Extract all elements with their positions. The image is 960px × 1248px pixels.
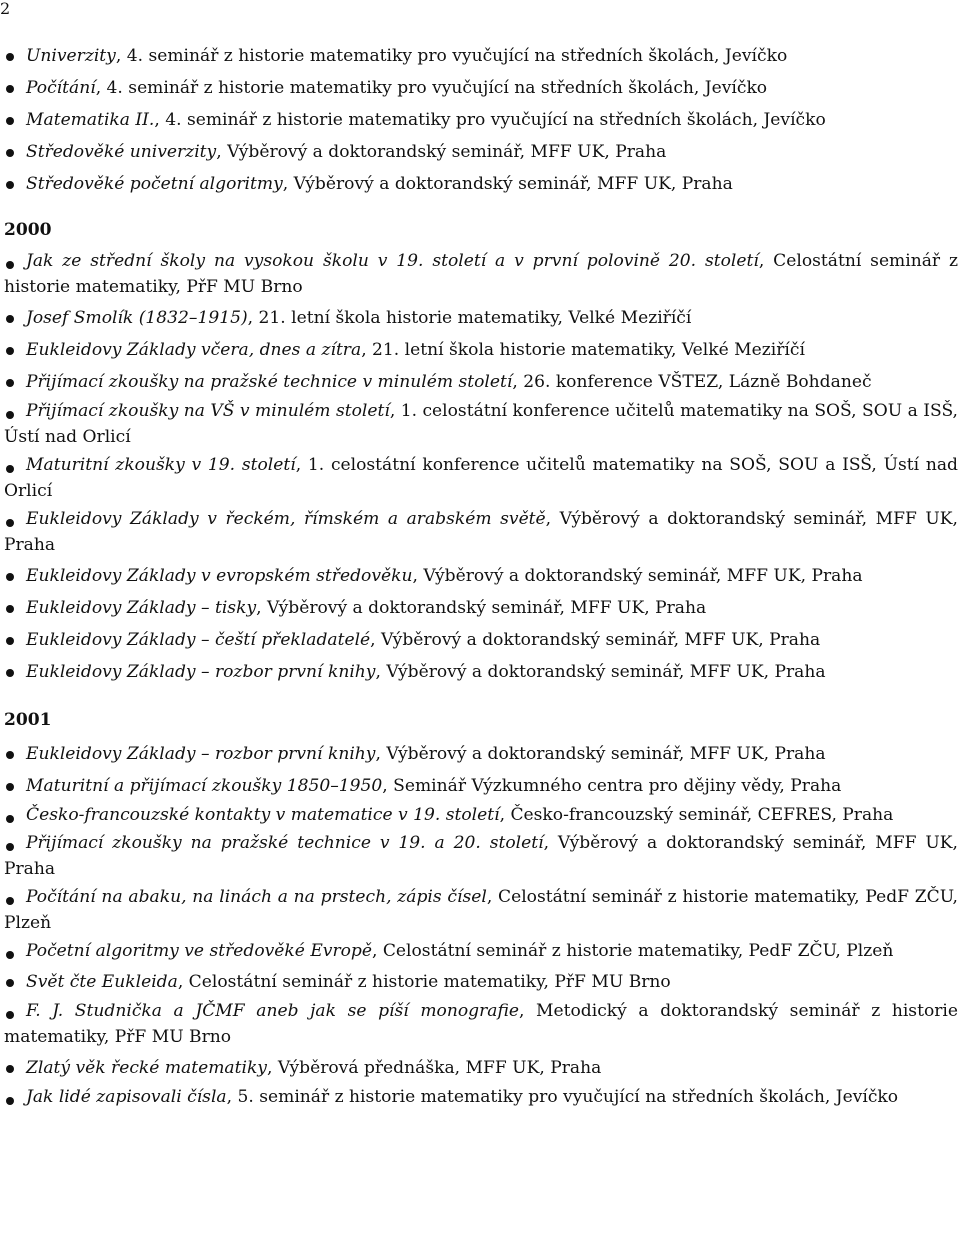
list-item xyxy=(4,398,958,450)
entry-title: Přijímací zkoušky na VŠ v minulém století xyxy=(26,401,390,421)
entry-venue: , Výběrový a doktorandský seminář, MFF UK, Praha xyxy=(375,662,826,682)
entry-venue: , Celostátní seminář z historie matematiky, PřF MU Brno xyxy=(4,251,958,297)
entry-title: Eukleidovy Základy – rozbor první knihy xyxy=(26,662,376,682)
bullet-icon xyxy=(6,573,14,581)
bullet-icon xyxy=(6,149,14,157)
entry-venue: , Celostátní seminář z historie matematiky, PedF ZČU, Plzeň xyxy=(4,887,958,933)
entry-title: Eukleidovy Základy – rozbor první knihy xyxy=(26,744,376,764)
list-item xyxy=(4,40,958,72)
entry-title: Početní algoritmy ve středověké Evropě xyxy=(26,941,372,961)
bullet-icon xyxy=(6,519,14,527)
entry-title: Jak lidé zapisovali čísla xyxy=(26,1087,227,1107)
bullet-icon xyxy=(6,181,14,189)
list-item xyxy=(4,624,958,656)
entry-title: Středověké univerzity xyxy=(26,142,217,162)
list-item xyxy=(4,884,958,936)
year-heading: 2000 xyxy=(4,220,52,240)
entry-title: Univerzity xyxy=(26,46,116,66)
entry-venue: , Seminář Výzkumného centra pro dějiny vědy, Praha xyxy=(382,776,842,796)
list-item xyxy=(4,334,958,366)
entry-venue: , Výběrový a doktorandský seminář, MFF UK, Praha xyxy=(370,630,821,650)
list-item xyxy=(4,830,958,882)
entry-list xyxy=(4,40,958,200)
year-heading: 2001 xyxy=(4,710,52,730)
entry-venue: , Výběrový a doktorandský seminář, MFF UK, Praha xyxy=(412,566,863,586)
entry-venue: , 21. letní škola historie matematiky, Velké Meziříčí xyxy=(247,308,692,328)
entry-venue: , Celostátní seminář z historie matematiky, PřF MU Brno xyxy=(177,972,671,992)
list-item xyxy=(4,136,958,168)
bullet-icon xyxy=(6,783,14,791)
entry-title: Počítání xyxy=(26,78,96,98)
entry-venue: , Výběrový a doktorandský seminář, MFF UK, Praha xyxy=(282,174,733,194)
entry-title: Přijímací zkoušky na pražské technice v 19. a 20. století xyxy=(26,833,544,853)
entry-list xyxy=(4,738,958,1110)
list-item xyxy=(4,592,958,624)
entry-title: Přijímací zkoušky na pražské technice v minulém století xyxy=(26,372,513,392)
list-item xyxy=(4,72,958,104)
bullet-icon xyxy=(6,117,14,125)
list-item xyxy=(4,738,958,770)
list-item xyxy=(4,938,958,964)
list-item xyxy=(4,1052,958,1084)
entry-venue: , Výběrový a doktorandský seminář, MFF UK, Praha xyxy=(4,833,958,879)
bullet-icon xyxy=(6,1011,14,1019)
entry-title: F. J. Studnička a JČMF aneb jak se píší monografie xyxy=(26,1001,519,1021)
entry-venue: , Česko-francouzský seminář, CEFRES, Praha xyxy=(499,805,894,825)
bullet-icon xyxy=(6,1097,14,1105)
list-item xyxy=(4,248,958,300)
entry-venue: , Celostátní seminář z historie matematiky, PedF ZČU, Plzeň xyxy=(371,941,894,961)
entry-venue: , 5. seminář z historie matematiky pro vyučující na středních školách, Jevíčko xyxy=(226,1087,899,1107)
list-item xyxy=(4,998,958,1050)
entry-title: Josef Smolík (1832–1915) xyxy=(26,308,248,328)
page-number: 2 xyxy=(0,0,11,18)
entry-venue: , Výběrový a doktorandský seminář, MFF UK, Praha xyxy=(4,509,958,555)
entry-title: Eukleidovy Základy – čeští překladatelé xyxy=(26,630,371,650)
entry-title: Eukleidovy Základy – tisky xyxy=(26,598,257,618)
bullet-icon xyxy=(6,465,14,473)
entry-title: Eukleidovy Základy včera, dnes a zítra xyxy=(26,340,362,360)
document-body xyxy=(4,40,958,1110)
bullet-icon xyxy=(6,53,14,61)
bullet-icon xyxy=(6,1065,14,1073)
entry-title: Česko-francouzské kontakty v matematice v 19. století xyxy=(26,805,500,825)
entry-venue: , Metodický a doktorandský seminář z historie matematiky, PřF MU Brno xyxy=(4,1001,958,1047)
list-item xyxy=(4,966,958,998)
entry-venue: , 1. celostátní konference učitelů matematiky na SOŠ, SOU a ISŠ, Ústí nad Orlicí xyxy=(4,401,958,447)
list-item xyxy=(4,560,958,592)
list-item xyxy=(4,168,958,200)
bullet-icon xyxy=(6,315,14,323)
bullet-icon xyxy=(6,979,14,987)
bullet-icon xyxy=(6,261,14,269)
list-item xyxy=(4,1084,958,1110)
list-item xyxy=(4,770,958,802)
list-item xyxy=(4,802,958,828)
entry-title: Jak ze střední školy na vysokou školu v 19. století a v první polovině 20. století xyxy=(26,251,759,271)
entry-venue: , Výběrová přednáška, MFF UK, Praha xyxy=(266,1058,602,1078)
list-item xyxy=(4,452,958,504)
entry-venue: , 1. celostátní konference učitelů matematiky na SOŠ, SOU a ISŠ, Ústí nad Orlicí xyxy=(4,455,958,501)
bullet-icon xyxy=(6,897,14,905)
list-item xyxy=(4,506,958,558)
entry-title: Eukleidovy Základy v evropském středověku xyxy=(26,566,413,586)
entry-title: Zlatý věk řecké matematiky xyxy=(26,1058,267,1078)
bullet-icon xyxy=(6,347,14,355)
entry-venue: , 21. letní škola historie matematiky, Velké Meziříčí xyxy=(361,340,805,360)
list-item xyxy=(4,104,958,136)
entry-venue: , Výběrový a doktorandský seminář, MFF UK, Praha xyxy=(375,744,826,764)
entry-title: Maturitní zkoušky v 19. století xyxy=(26,455,296,475)
entry-title: Maturitní a přijímací zkoušky 1850–1950 xyxy=(26,776,383,796)
entry-title: Svět čte Eukleida xyxy=(26,972,178,992)
entry-venue: , 4. seminář z historie matematiky pro vyučující na středních školách, Jevíčko xyxy=(115,46,788,66)
entry-venue: , 4. seminář z historie matematiky pro vyučující na středních školách, Jevíčko xyxy=(95,78,768,98)
entry-venue: , Výběrový a doktorandský seminář, MFF UK, Praha xyxy=(256,598,707,618)
bullet-icon xyxy=(6,815,14,823)
entry-title: Matematika II. xyxy=(26,110,155,130)
bullet-icon xyxy=(6,637,14,645)
entry-venue: , Výběrový a doktorandský seminář, MFF UK, Praha xyxy=(216,142,667,162)
bullet-icon xyxy=(6,751,14,759)
bullet-icon xyxy=(6,85,14,93)
list-item xyxy=(4,302,958,334)
entry-title: Eukleidovy Základy v řeckém, římském a arabském světě xyxy=(26,509,546,529)
bullet-icon xyxy=(6,951,14,959)
bullet-icon xyxy=(6,843,14,851)
list-item xyxy=(4,366,958,398)
entry-venue: , 4. seminář z historie matematiky pro vyučující na středních školách, Jevíčko xyxy=(154,110,826,130)
entry-list xyxy=(4,248,958,688)
entry-title: Počítání na abaku, na linách a na prstech, zápis čísel xyxy=(26,887,487,907)
bullet-icon xyxy=(6,605,14,613)
entry-venue: , 26. konference VŠTEZ, Lázně Bohdaneč xyxy=(512,372,872,392)
bullet-icon xyxy=(6,669,14,677)
bullet-icon xyxy=(6,411,14,419)
bullet-icon xyxy=(6,379,14,387)
list-item xyxy=(4,656,958,688)
entry-title: Středověké početní algoritmy xyxy=(26,174,283,194)
